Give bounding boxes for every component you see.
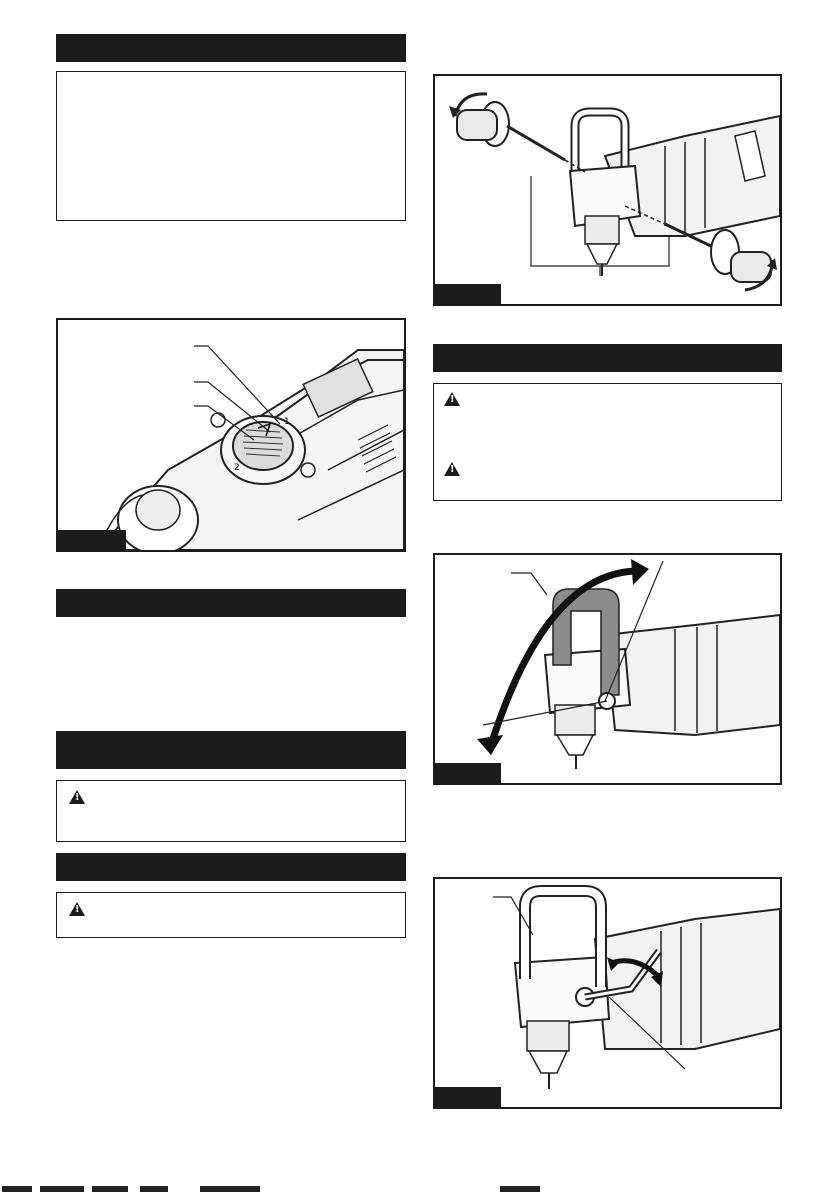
warning-box-2 bbox=[56, 892, 406, 938]
cropped-text-strip bbox=[0, 1186, 840, 1192]
section-header-bar-2 bbox=[56, 589, 406, 617]
section-header-bar-5 bbox=[433, 344, 782, 372]
figure-tag-1 bbox=[58, 530, 126, 550]
figure-tag-4 bbox=[435, 1087, 501, 1107]
figure-side-grip-install bbox=[433, 74, 782, 306]
warning-box-3 bbox=[433, 383, 782, 501]
section-header-bar-3 bbox=[56, 731, 406, 769]
figure-tag-2 bbox=[435, 284, 501, 304]
figure-handle-hex-wrench bbox=[433, 877, 782, 1109]
section-header-bar-1 bbox=[56, 34, 406, 62]
warning-icon bbox=[69, 902, 85, 916]
figure-handle-rotate bbox=[433, 553, 782, 785]
section-header-bar-4 bbox=[56, 853, 406, 881]
figure-speed-dial bbox=[56, 318, 406, 552]
side-grip-illustration bbox=[435, 76, 780, 304]
handle-rotate-illustration bbox=[435, 555, 780, 783]
warning-icon bbox=[69, 790, 85, 804]
warning-icon bbox=[444, 462, 460, 476]
warning-icon bbox=[444, 392, 460, 406]
warning-box-1 bbox=[56, 780, 406, 842]
figure-tag-3 bbox=[435, 763, 501, 783]
dial-mark-1: 1 bbox=[284, 417, 290, 427]
dial-mark-2: 2 bbox=[234, 463, 240, 473]
note-box-1 bbox=[56, 71, 406, 221]
hex-wrench-illustration bbox=[435, 879, 780, 1107]
speed-dial-illustration bbox=[58, 320, 404, 550]
